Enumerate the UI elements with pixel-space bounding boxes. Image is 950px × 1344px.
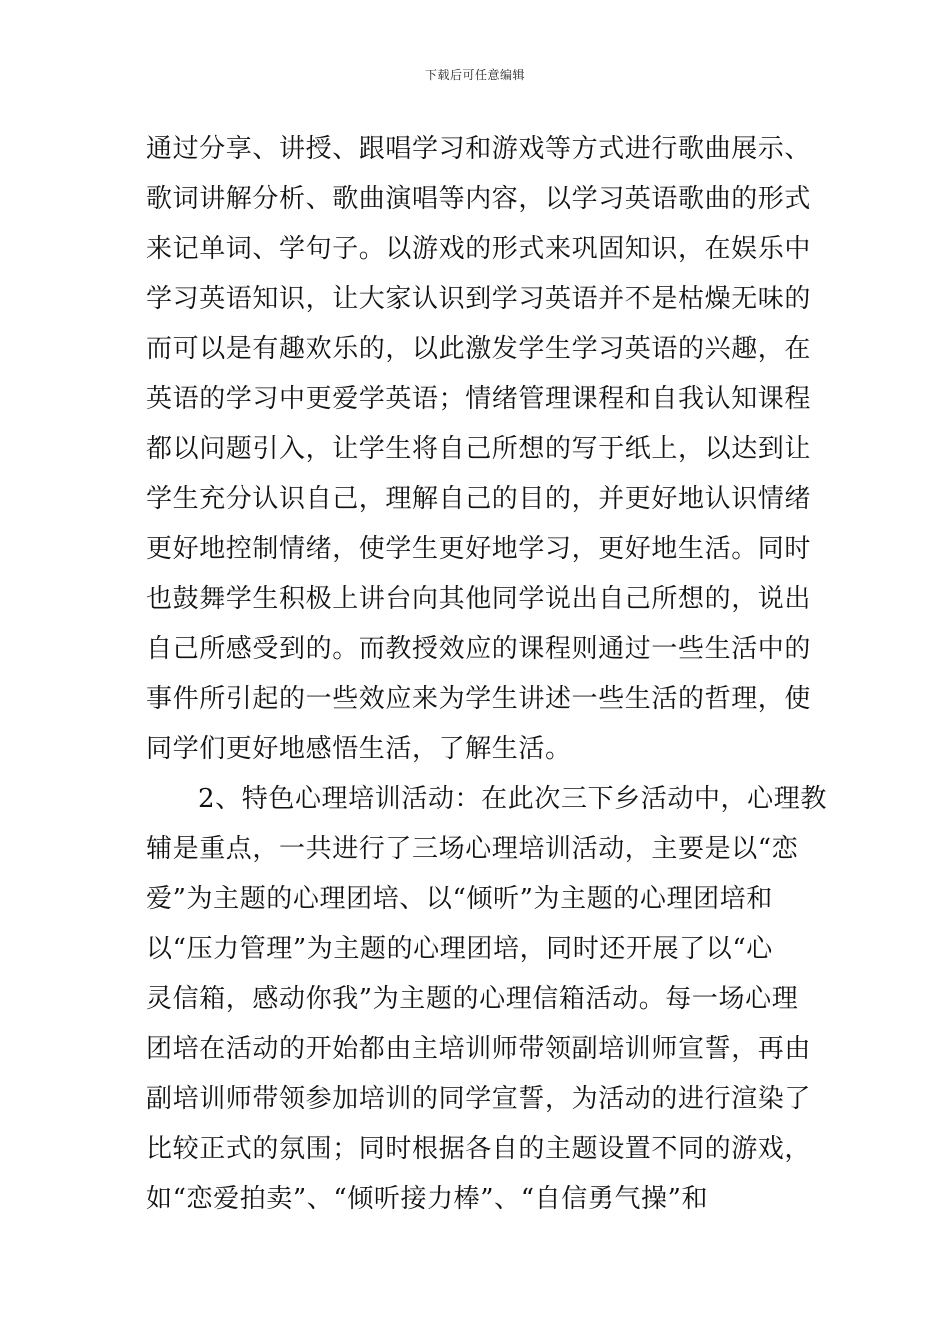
paragraph-line: 以“压力管理”为主题的心理团培，同时还开展了以“心: [146, 934, 773, 964]
paragraph-line: 更好地控制情绪，使学生更好地学习，更好地生活。同时: [146, 534, 812, 564]
paragraph-line: 歌词讲解分析、歌曲演唱等内容，以学习英语歌曲的形式: [146, 184, 812, 214]
paragraph-line: 英语的学习中更爱学英语；情绪管理课程和自我认知课程: [146, 384, 812, 414]
paragraph-2: [146, 774, 827, 1224]
paragraph-line: 事件所引起的一些效应来为学生讲述一些生活的哲理，使: [146, 684, 812, 714]
paragraph-1: [146, 124, 816, 774]
paragraph-line-first: 2、特色心理培训活动：在此次三下乡活动中，心理教: [198, 784, 827, 814]
paragraph-line: 团培在活动的开始都由主培训师带领副培训师宣誓，再由: [146, 1034, 812, 1064]
paragraph-line: 通过分享、讲授、跟唱学习和游戏等方式进行歌曲展示、: [146, 134, 812, 164]
paragraph-line: 同学们更好地感悟生活，了解生活。: [146, 734, 572, 764]
paragraph-line: 辅是重点，一共进行了三场心理培训活动，主要是以“恋: [146, 834, 799, 864]
paragraph-line: 也鼓舞学生积极上讲台向其他同学说出自己所想的，说出: [146, 584, 812, 614]
paragraph-line: 来记单词、学句子。以游戏的形式来巩固知识，在娱乐中: [146, 234, 812, 264]
paragraph-line: 学生充分认识自己，理解自己的目的，并更好地认识情绪: [146, 484, 812, 514]
paragraph-line: 如“恋爱拍卖”、“倾听接力棒”、“自信勇气操”和: [146, 1184, 709, 1214]
paragraph-line: 而可以是有趣欢乐的，以此激发学生学习英语的兴趣，在: [146, 334, 812, 364]
page-header: 下载后可任意编辑: [424, 68, 525, 82]
paragraph-line: 灵信箱，感动你我”为主题的心理信箱活动。每一场心理: [146, 984, 799, 1014]
document-body: [146, 124, 827, 1224]
paragraph-line: 都以问题引入，让学生将自己所想的写于纸上，以达到让: [146, 434, 812, 464]
paragraph-line: 副培训师带领参加培训的同学宣誓，为活动的进行渲染了: [146, 1084, 812, 1114]
paragraph-line: 比较正式的氛围；同时根据各自的主题设置不同的游戏，: [146, 1134, 812, 1164]
paragraph-line: 学习英语知识，让大家认识到学习英语并不是枯燥无味的: [146, 284, 812, 314]
paragraph-line: 自己所感受到的。而教授效应的课程则通过一些生活中的: [146, 634, 812, 664]
paragraph-line: 爱”为主题的心理团培、以“倾听”为主题的心理团培和: [146, 884, 773, 914]
